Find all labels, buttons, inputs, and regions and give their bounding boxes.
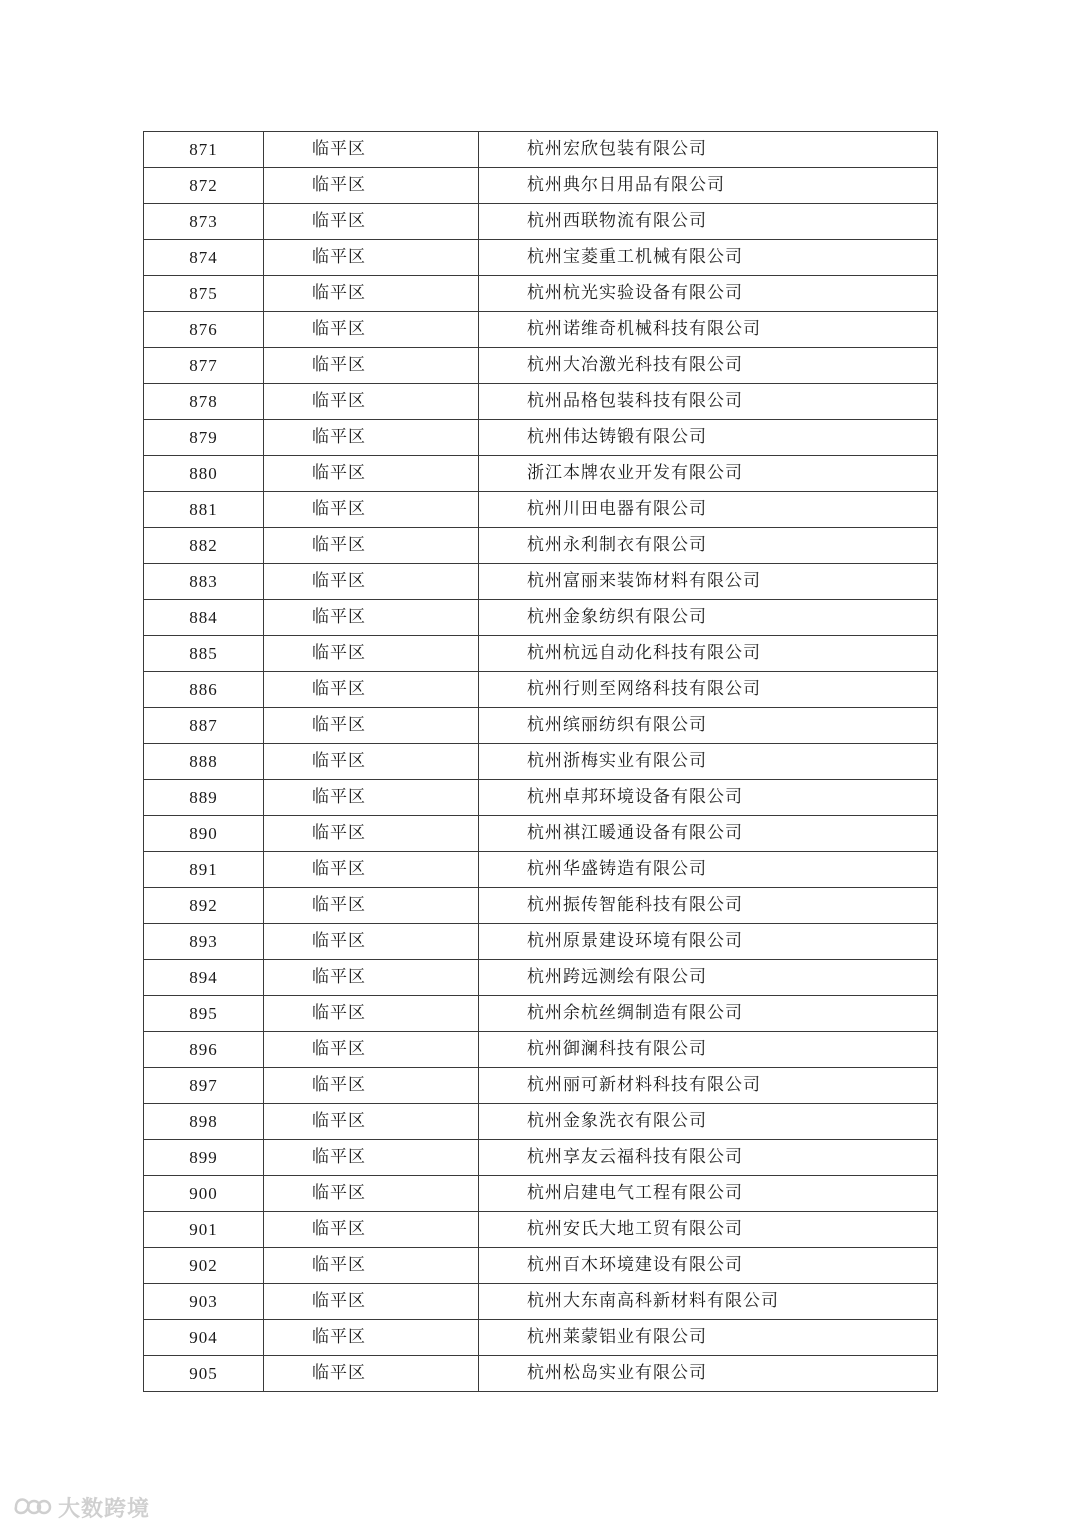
row-number: 882 [144,528,264,564]
row-company-name: 杭州杭光实验设备有限公司 [479,276,938,312]
table-row [144,132,938,168]
row-company-name: 杭州川田电器有限公司 [479,492,938,528]
table-row [144,744,938,780]
row-company-name: 杭州行则至网络科技有限公司 [479,672,938,708]
row-district: 临平区 [264,240,479,276]
row-district: 临平区 [264,312,479,348]
row-district: 临平区 [264,1212,479,1248]
row-district: 临平区 [264,636,479,672]
row-district: 临平区 [264,348,479,384]
row-company-name: 杭州跨远测绘有限公司 [479,960,938,996]
table-row [144,1032,938,1068]
row-district: 临平区 [264,924,479,960]
row-number: 875 [144,276,264,312]
row-company-name: 杭州启建电气工程有限公司 [479,1176,938,1212]
row-district: 临平区 [264,1140,479,1176]
row-number: 888 [144,744,264,780]
row-company-name: 杭州诺维奇机械科技有限公司 [479,312,938,348]
row-district: 临平区 [264,420,479,456]
row-number: 898 [144,1104,264,1140]
row-number: 873 [144,204,264,240]
brand-logo-icon [10,1493,52,1521]
row-company-name: 杭州莱蒙铝业有限公司 [479,1320,938,1356]
table-row [144,348,938,384]
row-company-name: 杭州松岛实业有限公司 [479,1356,938,1392]
table-row [144,456,938,492]
row-number: 890 [144,816,264,852]
row-number: 902 [144,1248,264,1284]
row-district: 临平区 [264,708,479,744]
row-company-name: 杭州华盛铸造有限公司 [479,852,938,888]
row-district: 临平区 [264,1320,479,1356]
row-number: 883 [144,564,264,600]
row-company-name: 杭州品格包装科技有限公司 [479,384,938,420]
row-district: 临平区 [264,1068,479,1104]
row-company-name: 杭州宏欣包装有限公司 [479,132,938,168]
row-district: 临平区 [264,852,479,888]
row-number: 899 [144,1140,264,1176]
row-district: 临平区 [264,672,479,708]
table-row [144,1140,938,1176]
row-number: 886 [144,672,264,708]
table-row [144,636,938,672]
row-company-name: 杭州卓邦环境设备有限公司 [479,780,938,816]
row-district: 临平区 [264,132,479,168]
row-district: 临平区 [264,1104,479,1140]
row-company-name: 杭州丽可新材料科技有限公司 [479,1068,938,1104]
row-district: 临平区 [264,1284,479,1320]
table-row [144,528,938,564]
row-number: 893 [144,924,264,960]
row-number: 878 [144,384,264,420]
row-company-name: 杭州典尔日用品有限公司 [479,168,938,204]
row-number: 877 [144,348,264,384]
row-company-name: 杭州富丽来装饰材料有限公司 [479,564,938,600]
row-district: 临平区 [264,204,479,240]
table-row [144,780,938,816]
row-district: 临平区 [264,960,479,996]
table-row [144,1248,938,1284]
table-row [144,1212,938,1248]
row-number: 896 [144,1032,264,1068]
table-row [144,600,938,636]
row-number: 871 [144,132,264,168]
company-list-table [143,131,938,1392]
watermark [10,1490,150,1524]
row-company-name: 杭州百木环境建设有限公司 [479,1248,938,1284]
row-number: 891 [144,852,264,888]
row-company-name: 杭州大冶激光科技有限公司 [479,348,938,384]
row-district: 临平区 [264,744,479,780]
table-row [144,312,938,348]
row-number: 874 [144,240,264,276]
table-row [144,924,938,960]
table-row [144,1104,938,1140]
row-number: 880 [144,456,264,492]
table-row [144,996,938,1032]
table-row [144,168,938,204]
table-row [144,852,938,888]
watermark-text: 大数跨境 [58,1496,151,1522]
table-row [144,1356,938,1392]
row-district: 临平区 [264,888,479,924]
row-company-name: 杭州原景建设环境有限公司 [479,924,938,960]
row-company-name: 杭州伟达铸锻有限公司 [479,420,938,456]
row-district: 临平区 [264,384,479,420]
row-district: 临平区 [264,600,479,636]
row-company-name: 杭州金象洗衣有限公司 [479,1104,938,1140]
row-number: 903 [144,1284,264,1320]
table-row [144,816,938,852]
table-row [144,1284,938,1320]
row-district: 临平区 [264,1356,479,1392]
row-district: 临平区 [264,1176,479,1212]
row-district: 临平区 [264,996,479,1032]
row-company-name: 杭州永利制衣有限公司 [479,528,938,564]
row-company-name: 杭州安氏大地工贸有限公司 [479,1212,938,1248]
row-number: 879 [144,420,264,456]
row-number: 876 [144,312,264,348]
row-district: 临平区 [264,456,479,492]
table-row [144,888,938,924]
table-row [144,708,938,744]
table-row [144,1320,938,1356]
row-district: 临平区 [264,492,479,528]
row-company-name: 杭州祺江暖通设备有限公司 [479,816,938,852]
row-number: 894 [144,960,264,996]
row-company-name: 杭州浙梅实业有限公司 [479,744,938,780]
table-row [144,1176,938,1212]
table-row [144,204,938,240]
row-number: 885 [144,636,264,672]
row-district: 临平区 [264,564,479,600]
row-number: 872 [144,168,264,204]
row-district: 临平区 [264,168,479,204]
table-row [144,960,938,996]
row-number: 895 [144,996,264,1032]
table-row [144,492,938,528]
table-row [144,420,938,456]
row-number: 884 [144,600,264,636]
row-number: 887 [144,708,264,744]
row-company-name: 杭州西联物流有限公司 [479,204,938,240]
row-number: 897 [144,1068,264,1104]
row-number: 881 [144,492,264,528]
row-number: 889 [144,780,264,816]
row-company-name: 杭州金象纺织有限公司 [479,600,938,636]
table-row [144,276,938,312]
row-number: 904 [144,1320,264,1356]
row-company-name: 浙江本牌农业开发有限公司 [479,456,938,492]
table-row [144,240,938,276]
row-district: 临平区 [264,1248,479,1284]
table-row [144,672,938,708]
row-company-name: 杭州宝菱重工机械有限公司 [479,240,938,276]
company-list-body [144,132,938,1392]
row-number: 905 [144,1356,264,1392]
row-number: 901 [144,1212,264,1248]
row-company-name: 杭州大东南高科新材料有限公司 [479,1284,938,1320]
row-company-name: 杭州享友云福科技有限公司 [479,1140,938,1176]
row-district: 临平区 [264,528,479,564]
table-row [144,564,938,600]
row-district: 临平区 [264,1032,479,1068]
row-district: 临平区 [264,276,479,312]
row-company-name: 杭州杭远自动化科技有限公司 [479,636,938,672]
row-company-name: 杭州振传智能科技有限公司 [479,888,938,924]
row-company-name: 杭州御澜科技有限公司 [479,1032,938,1068]
row-district: 临平区 [264,780,479,816]
table-row [144,384,938,420]
row-company-name: 杭州缤丽纺织有限公司 [479,708,938,744]
table-row [144,1068,938,1104]
row-number: 900 [144,1176,264,1212]
row-company-name: 杭州余杭丝绸制造有限公司 [479,996,938,1032]
row-district: 临平区 [264,816,479,852]
row-number: 892 [144,888,264,924]
